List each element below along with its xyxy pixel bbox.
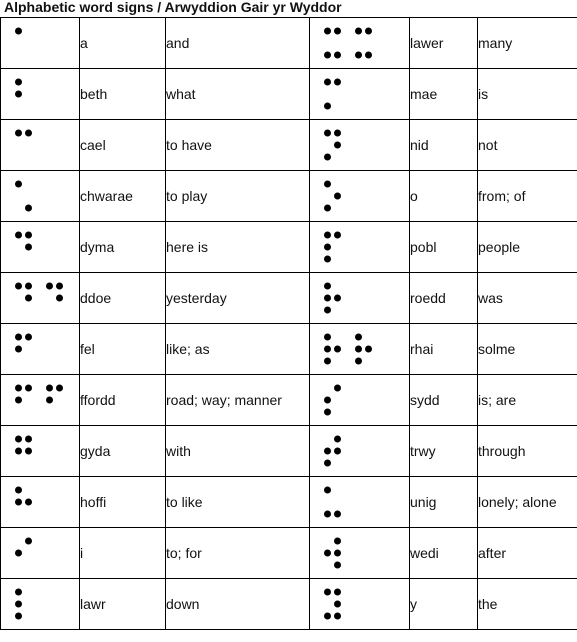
braille-dot [324,283,331,290]
braille-cell [15,334,33,365]
right-english-meaning: solme [478,324,577,375]
left-english-meaning: with [166,426,310,477]
braille-cell [15,28,33,59]
table-row [1,375,577,426]
braille-dot [25,130,32,137]
braille-dot [334,613,341,620]
braille-dot [334,589,341,596]
braille-dot [324,295,331,302]
right-braille-sign [310,222,410,273]
braille-cell [355,334,373,365]
left-english-meaning: to play [166,171,310,222]
right-braille-sign [310,120,410,171]
braille-dot [334,142,341,149]
left-welsh-word: gyda [80,426,166,477]
braille-cell [324,334,342,365]
right-welsh-word: roedd [410,273,478,324]
braille-dot [15,334,22,341]
braille-dot [324,181,331,188]
braille-dot [334,295,341,302]
braille-dot [324,487,331,494]
braille-cell [15,487,33,518]
right-english-meaning: from; of [478,171,577,222]
left-english-meaning: road; way; manner [166,375,310,426]
braille-dot [324,52,331,59]
braille-dot [25,295,32,302]
braille-cell [324,283,342,314]
braille-cell [15,589,33,620]
braille-dot [324,28,331,35]
braille-dot [334,79,341,86]
right-braille-sign [310,18,410,69]
braille-cell [324,181,342,212]
table-row [1,222,577,273]
braille-dot [25,436,32,443]
braille-dot [324,307,331,314]
braille-dot [15,181,22,188]
braille-dot [324,244,331,251]
left-english-meaning: down [166,579,310,630]
braille-dot [324,103,331,110]
braille-cell [324,79,342,110]
braille-cell [324,589,342,620]
left-welsh-word: ffordd [80,375,166,426]
braille-dot [324,397,331,404]
braille-dot [15,436,22,443]
right-welsh-word: o [410,171,478,222]
right-braille-sign [310,426,410,477]
left-welsh-word: cael [80,120,166,171]
left-braille-sign [1,579,80,630]
braille-dot [324,511,331,518]
braille-dot [324,79,331,86]
left-braille-sign [1,528,80,579]
braille-dot [15,79,22,86]
braille-dot [15,499,22,506]
braille-dot [324,334,331,341]
braille-dot [25,448,32,455]
braille-dot [15,130,22,137]
braille-dot [56,385,63,392]
braille-dot [15,487,22,494]
left-braille-sign [1,426,80,477]
braille-dot [56,295,63,302]
table-row [1,426,577,477]
braille-dot [324,256,331,263]
right-braille-sign [310,477,410,528]
braille-cell [355,28,373,59]
right-welsh-word: pobl [410,222,478,273]
right-english-meaning: the [478,579,577,630]
right-english-meaning: many [478,18,577,69]
braille-dot [324,613,331,620]
page-title: Alphabetic word signs / Arwyddion Gair yr Wyddor [4,0,342,15]
braille-dot [15,613,22,620]
braille-dot [355,346,362,353]
braille-cell [46,385,64,416]
right-braille-sign [310,579,410,630]
word-signs-table [0,17,577,630]
braille-cell [324,487,342,518]
braille-dot [15,589,22,596]
braille-dot [355,28,362,35]
table-row [1,120,577,171]
braille-dot [46,397,53,404]
braille-dot [334,562,341,569]
left-english-meaning: and [166,18,310,69]
braille-cell [15,130,33,161]
braille-dot [324,409,331,416]
braille-dot [324,154,331,161]
left-english-meaning: to have [166,120,310,171]
braille-dot [15,346,22,353]
table-row [1,324,577,375]
braille-dot [25,538,32,545]
braille-dot [25,385,32,392]
braille-dot [334,448,341,455]
right-english-meaning: lonely; alone [478,477,577,528]
braille-cell [46,283,64,314]
left-english-meaning: what [166,69,310,120]
braille-dot [334,232,341,239]
braille-dot [15,232,22,239]
left-welsh-word: hoffi [80,477,166,528]
left-braille-sign [1,324,80,375]
left-english-meaning: here is [166,222,310,273]
braille-dot [334,538,341,545]
right-braille-sign [310,324,410,375]
braille-dot [334,550,341,557]
left-english-meaning: to like [166,477,310,528]
right-welsh-word: nid [410,120,478,171]
braille-cell [15,181,33,212]
left-welsh-word: i [80,528,166,579]
braille-cell [15,79,33,110]
table-row [1,69,577,120]
braille-dot [324,130,331,137]
braille-dot [15,385,22,392]
right-english-meaning: people [478,222,577,273]
braille-dot [334,193,341,200]
braille-dot [324,589,331,596]
braille-dot [25,205,32,212]
braille-cell [15,436,33,467]
braille-dot [324,346,331,353]
braille-dot [365,52,372,59]
right-english-meaning: after [478,528,577,579]
braille-dot [46,385,53,392]
braille-dot [15,283,22,290]
left-welsh-word: lawr [80,579,166,630]
braille-dot [334,436,341,443]
braille-dot [324,232,331,239]
braille-dot [25,499,32,506]
braille-cell [324,232,342,263]
braille-cell [324,130,342,161]
right-braille-sign [310,528,410,579]
braille-dot [324,460,331,467]
braille-cell [15,283,33,314]
braille-cell [15,538,33,569]
table-row [1,477,577,528]
braille-dot [334,385,341,392]
right-welsh-word: trwy [410,426,478,477]
right-english-meaning: not [478,120,577,171]
table-row [1,273,577,324]
braille-dot [355,334,362,341]
table-body [1,18,577,630]
right-english-meaning: was [478,273,577,324]
braille-cell [15,385,33,416]
left-welsh-word: ddoe [80,273,166,324]
right-braille-sign [310,375,410,426]
left-welsh-word: beth [80,69,166,120]
left-english-meaning: yesterday [166,273,310,324]
left-braille-sign [1,375,80,426]
braille-dot [15,550,22,557]
braille-dot [46,283,53,290]
braille-dot [355,358,362,365]
braille-dot [324,550,331,557]
left-braille-sign [1,18,80,69]
right-braille-sign [310,171,410,222]
braille-dot [365,346,372,353]
left-welsh-word: a [80,18,166,69]
right-welsh-word: unig [410,477,478,528]
right-braille-sign [310,273,410,324]
right-welsh-word: mae [410,69,478,120]
braille-dot [334,28,341,35]
braille-dot [324,448,331,455]
braille-dot [25,283,32,290]
right-welsh-word: rhai [410,324,478,375]
braille-dot [334,511,341,518]
braille-cell [324,385,342,416]
braille-dot [56,283,63,290]
braille-dot [15,28,22,35]
table-row [1,528,577,579]
table-row [1,579,577,630]
left-welsh-word: dyma [80,222,166,273]
right-english-meaning: through [478,426,577,477]
left-braille-sign [1,69,80,120]
right-braille-sign [310,69,410,120]
right-english-meaning: is [478,69,577,120]
braille-dot [334,601,341,608]
left-braille-sign [1,273,80,324]
braille-cell [324,538,342,569]
braille-dot [334,130,341,137]
braille-cell [15,232,33,263]
braille-dot [25,334,32,341]
braille-dot [25,244,32,251]
right-welsh-word: sydd [410,375,478,426]
braille-dot [334,52,341,59]
left-welsh-word: chwarae [80,171,166,222]
right-english-meaning: is; are [478,375,577,426]
right-welsh-word: wedi [410,528,478,579]
right-welsh-word: lawer [410,18,478,69]
left-english-meaning: to; for [166,528,310,579]
braille-dot [15,601,22,608]
braille-dot [25,232,32,239]
right-welsh-word: y [410,579,478,630]
braille-dot [15,448,22,455]
left-braille-sign [1,171,80,222]
braille-dot [324,205,331,212]
braille-dot [365,28,372,35]
braille-cell [324,436,342,467]
braille-dot [15,397,22,404]
braille-dot [324,358,331,365]
left-braille-sign [1,222,80,273]
left-welsh-word: fel [80,324,166,375]
braille-cell [324,28,342,59]
left-braille-sign [1,120,80,171]
left-braille-sign [1,477,80,528]
table-row [1,171,577,222]
braille-dot [334,346,341,353]
table-row [1,18,577,69]
braille-dot [15,91,22,98]
left-english-meaning: like; as [166,324,310,375]
braille-dot [355,52,362,59]
